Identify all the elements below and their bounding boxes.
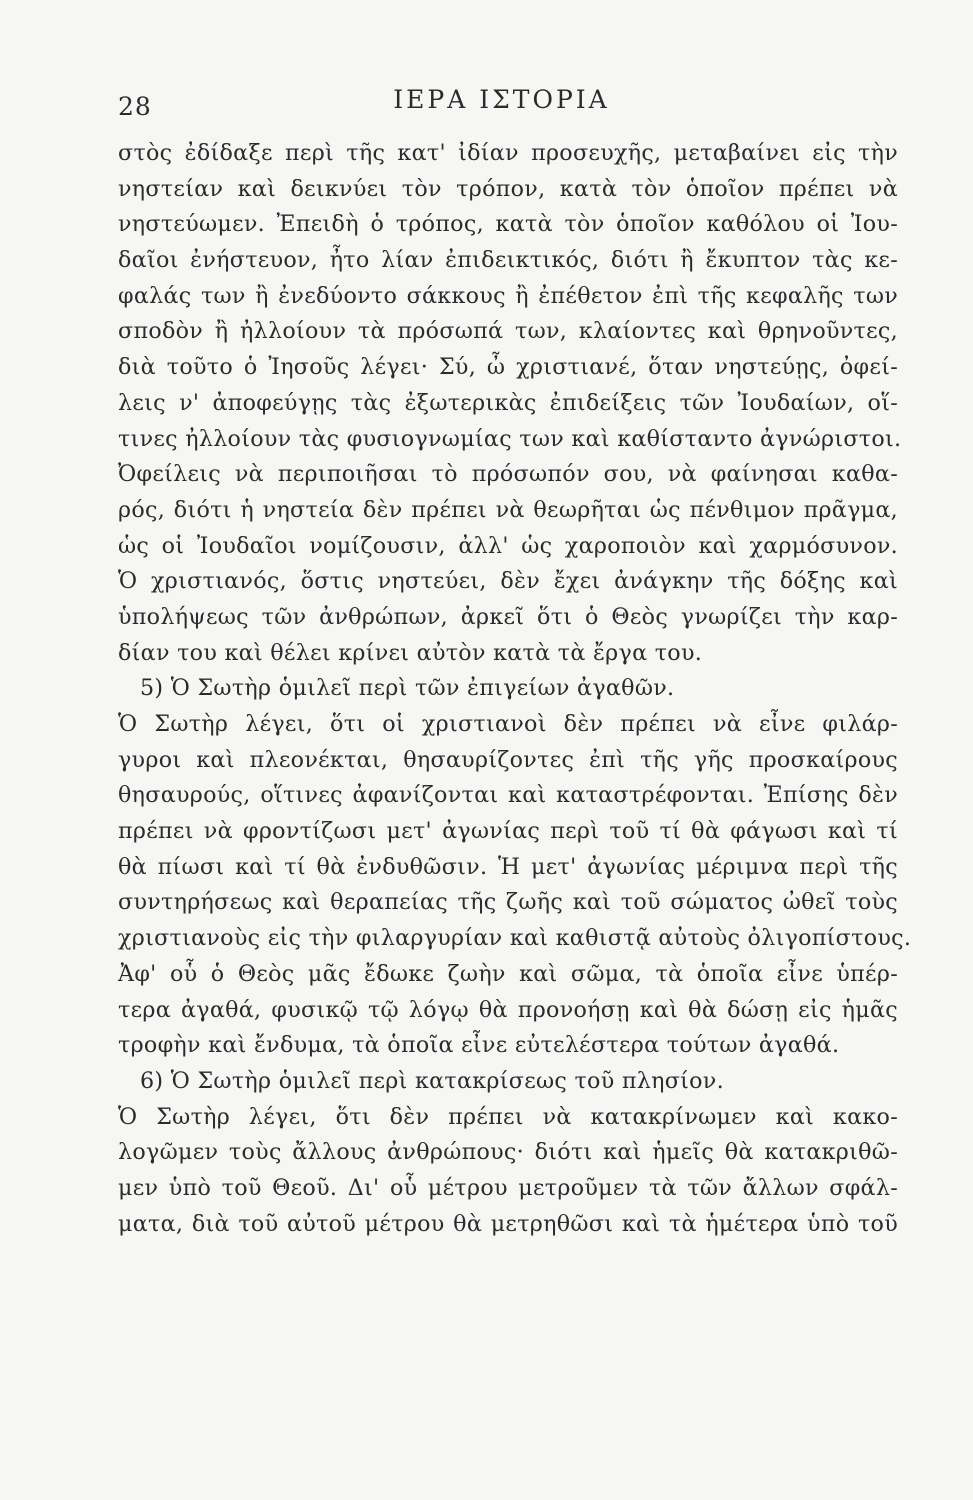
body-text	[118, 136, 912, 1242]
text-line: πρέπει νὰ φροντίζωσι μετ' ἀγωνίας περὶ τοῦ τί θὰ φάγωσι καὶ τί	[118, 818, 898, 845]
text-line: νηστεύωμεν. Ἐπειδὴ ὁ τρόπος, κατὰ τὸν ὁποῖον καθόλου οἱ Ἰου-	[118, 211, 898, 238]
section-heading-5: 5) Ὁ Σωτὴρ ὁμιλεῖ περὶ τῶν ἐπιγείων ἀγαθῶν.	[140, 675, 675, 702]
text-line: θησαυρούς, οἵτινες ἀφανίζονται καὶ καταστρέφονται. Ἐπίσης δὲν	[118, 782, 898, 809]
page-number: 28	[118, 92, 152, 121]
text-line: δαῖοι ἐνήστευον, ἦτο λίαν ἐπιδεικτικός, διότι ἢ ἔκυπτον τὰς κε-	[118, 247, 898, 274]
text-line: ματα, διὰ τοῦ αὐτοῦ μέτρου θὰ μετρηθῶσι καὶ τὰ ἡμέτερα ὑπὸ τοῦ	[118, 1210, 898, 1237]
text-line: δίαν του καὶ θέλει κρίνει αὐτὸν κατὰ τὰ ἔργα του.	[118, 639, 703, 666]
text-line: ὡς οἱ Ἰουδαῖοι νομίζουσιν, ἀλλ' ὡς χαροποιὸν καὶ χαρμόσυνον.	[118, 532, 898, 559]
text-line: μεν ὑπὸ τοῦ Θεοῦ. Δι' οὗ μέτρου μετροῦμεν τὰ τῶν ἄλλων σφάλ-	[118, 1174, 898, 1201]
text-line: λογῶμεν τοὺς ἄλλους ἀνθρώπους· διότι καὶ ἡμεῖς θὰ κατακριθῶ-	[118, 1139, 898, 1166]
text-line: λεις ν' ἀποφεύγῃς τὰς ἐξωτερικὰς ἐπιδείξεις τῶν Ἰουδαίων, οἵ-	[118, 389, 898, 416]
text-line: τερα ἀγαθά, φυσικῷ τῷ λόγῳ θὰ προνοήσῃ καὶ θὰ δώσῃ εἰς ἡμᾶς	[118, 996, 898, 1023]
running-title: ΙΕΡΑ ΙΣΤΟΡΙΑ	[393, 85, 610, 114]
text-line: στὸς ἐδίδαξε περὶ τῆς κατ' ἰδίαν προσευχῆς, μεταβαίνει εἰς τὴν	[118, 140, 898, 166]
text-line: σποδὸν ἢ ἠλλοίουν τὰ πρόσωπά των, κλαίοντες καὶ θρηνοῦντες,	[118, 318, 898, 345]
text-line: χριστιανοὺς εἰς τὴν φιλαργυρίαν καὶ καθιστᾷ αὐτοὺς ὀλιγοπίστους.	[118, 925, 912, 952]
text-line: τροφὴν καὶ ἔνδυμα, τὰ ὁποῖα εἶνε εὐτελέστερα τούτων ἀγαθά.	[118, 1032, 840, 1059]
text-line: θὰ πίωσι καὶ τί θὰ ἐνδυθῶσιν. Ἡ μετ' ἀγωνίας μέριμνα περὶ τῆς	[118, 853, 898, 880]
text-line: τινες ἠλλοίουν τὰς φυσιογνωμίας των καὶ καθίσταντο ἀγνώριστοι.	[118, 425, 902, 452]
text-line: γυροι καὶ πλεονέκται, θησαυρίζοντες ἐπὶ τῆς γῆς προσκαίρους	[118, 746, 898, 773]
text-line: Ὁ Σωτὴρ λέγει, ὅτι δὲν πρέπει νὰ κατακρίνωμεν καὶ κακο-	[118, 1103, 898, 1130]
text-line: Ἀφ' οὗ ὁ Θεὸς μᾶς ἔδωκε ζωὴν καὶ σῶμα, τὰ ὁποῖα εἶνε ὑπέρ-	[118, 960, 898, 987]
text-line: Ὀφείλεις νὰ περιποιῆσαι τὸ πρόσωπόν σου, νὰ φαίνησαι καθα-	[118, 461, 898, 488]
section-heading-6: 6) Ὁ Σωτὴρ ὁμιλεῖ περὶ κατακρίσεως τοῦ πλησίον.	[140, 1067, 724, 1094]
text-line: ρός, διότι ἡ νηστεία δὲν πρέπει νὰ θεωρῆται ὡς πένθιμον πρᾶγμα,	[118, 496, 898, 523]
text-line: συντηρήσεως καὶ θεραπείας τῆς ζωῆς καὶ τοῦ σώματος ὠθεῖ τοὺς	[118, 889, 898, 916]
text-line: Ὁ χριστιανός, ὅστις νηστεύει, δὲν ἔχει ἀνάγκην τῆς δόξης καὶ	[118, 568, 898, 595]
text-line: νηστείαν καὶ δεικνύει τὸν τρόπον, κατὰ τὸν ὁποῖον πρέπει νὰ	[118, 175, 898, 202]
text-line: ὑπολήψεως τῶν ἀνθρώπων, ἀρκεῖ ὅτι ὁ Θεὸς γνωρίζει τὴν καρ-	[118, 603, 898, 630]
text-line: φαλάς των ἢ ἐνεδύοντο σάκκους ἢ ἐπέθετον ἐπὶ τῆς κεφαλῆς των	[118, 282, 898, 309]
text-line: Ὁ Σωτὴρ λέγει, ὅτι οἱ χριστιανοὶ δὲν πρέπει νὰ εἶνε φιλάρ-	[118, 711, 898, 737]
text-line: διὰ τοῦτο ὁ Ἰησοῦς λέγει· Σύ, ὦ χριστιανέ, ὅταν νηστεύῃς, ὀφεί-	[118, 354, 898, 381]
